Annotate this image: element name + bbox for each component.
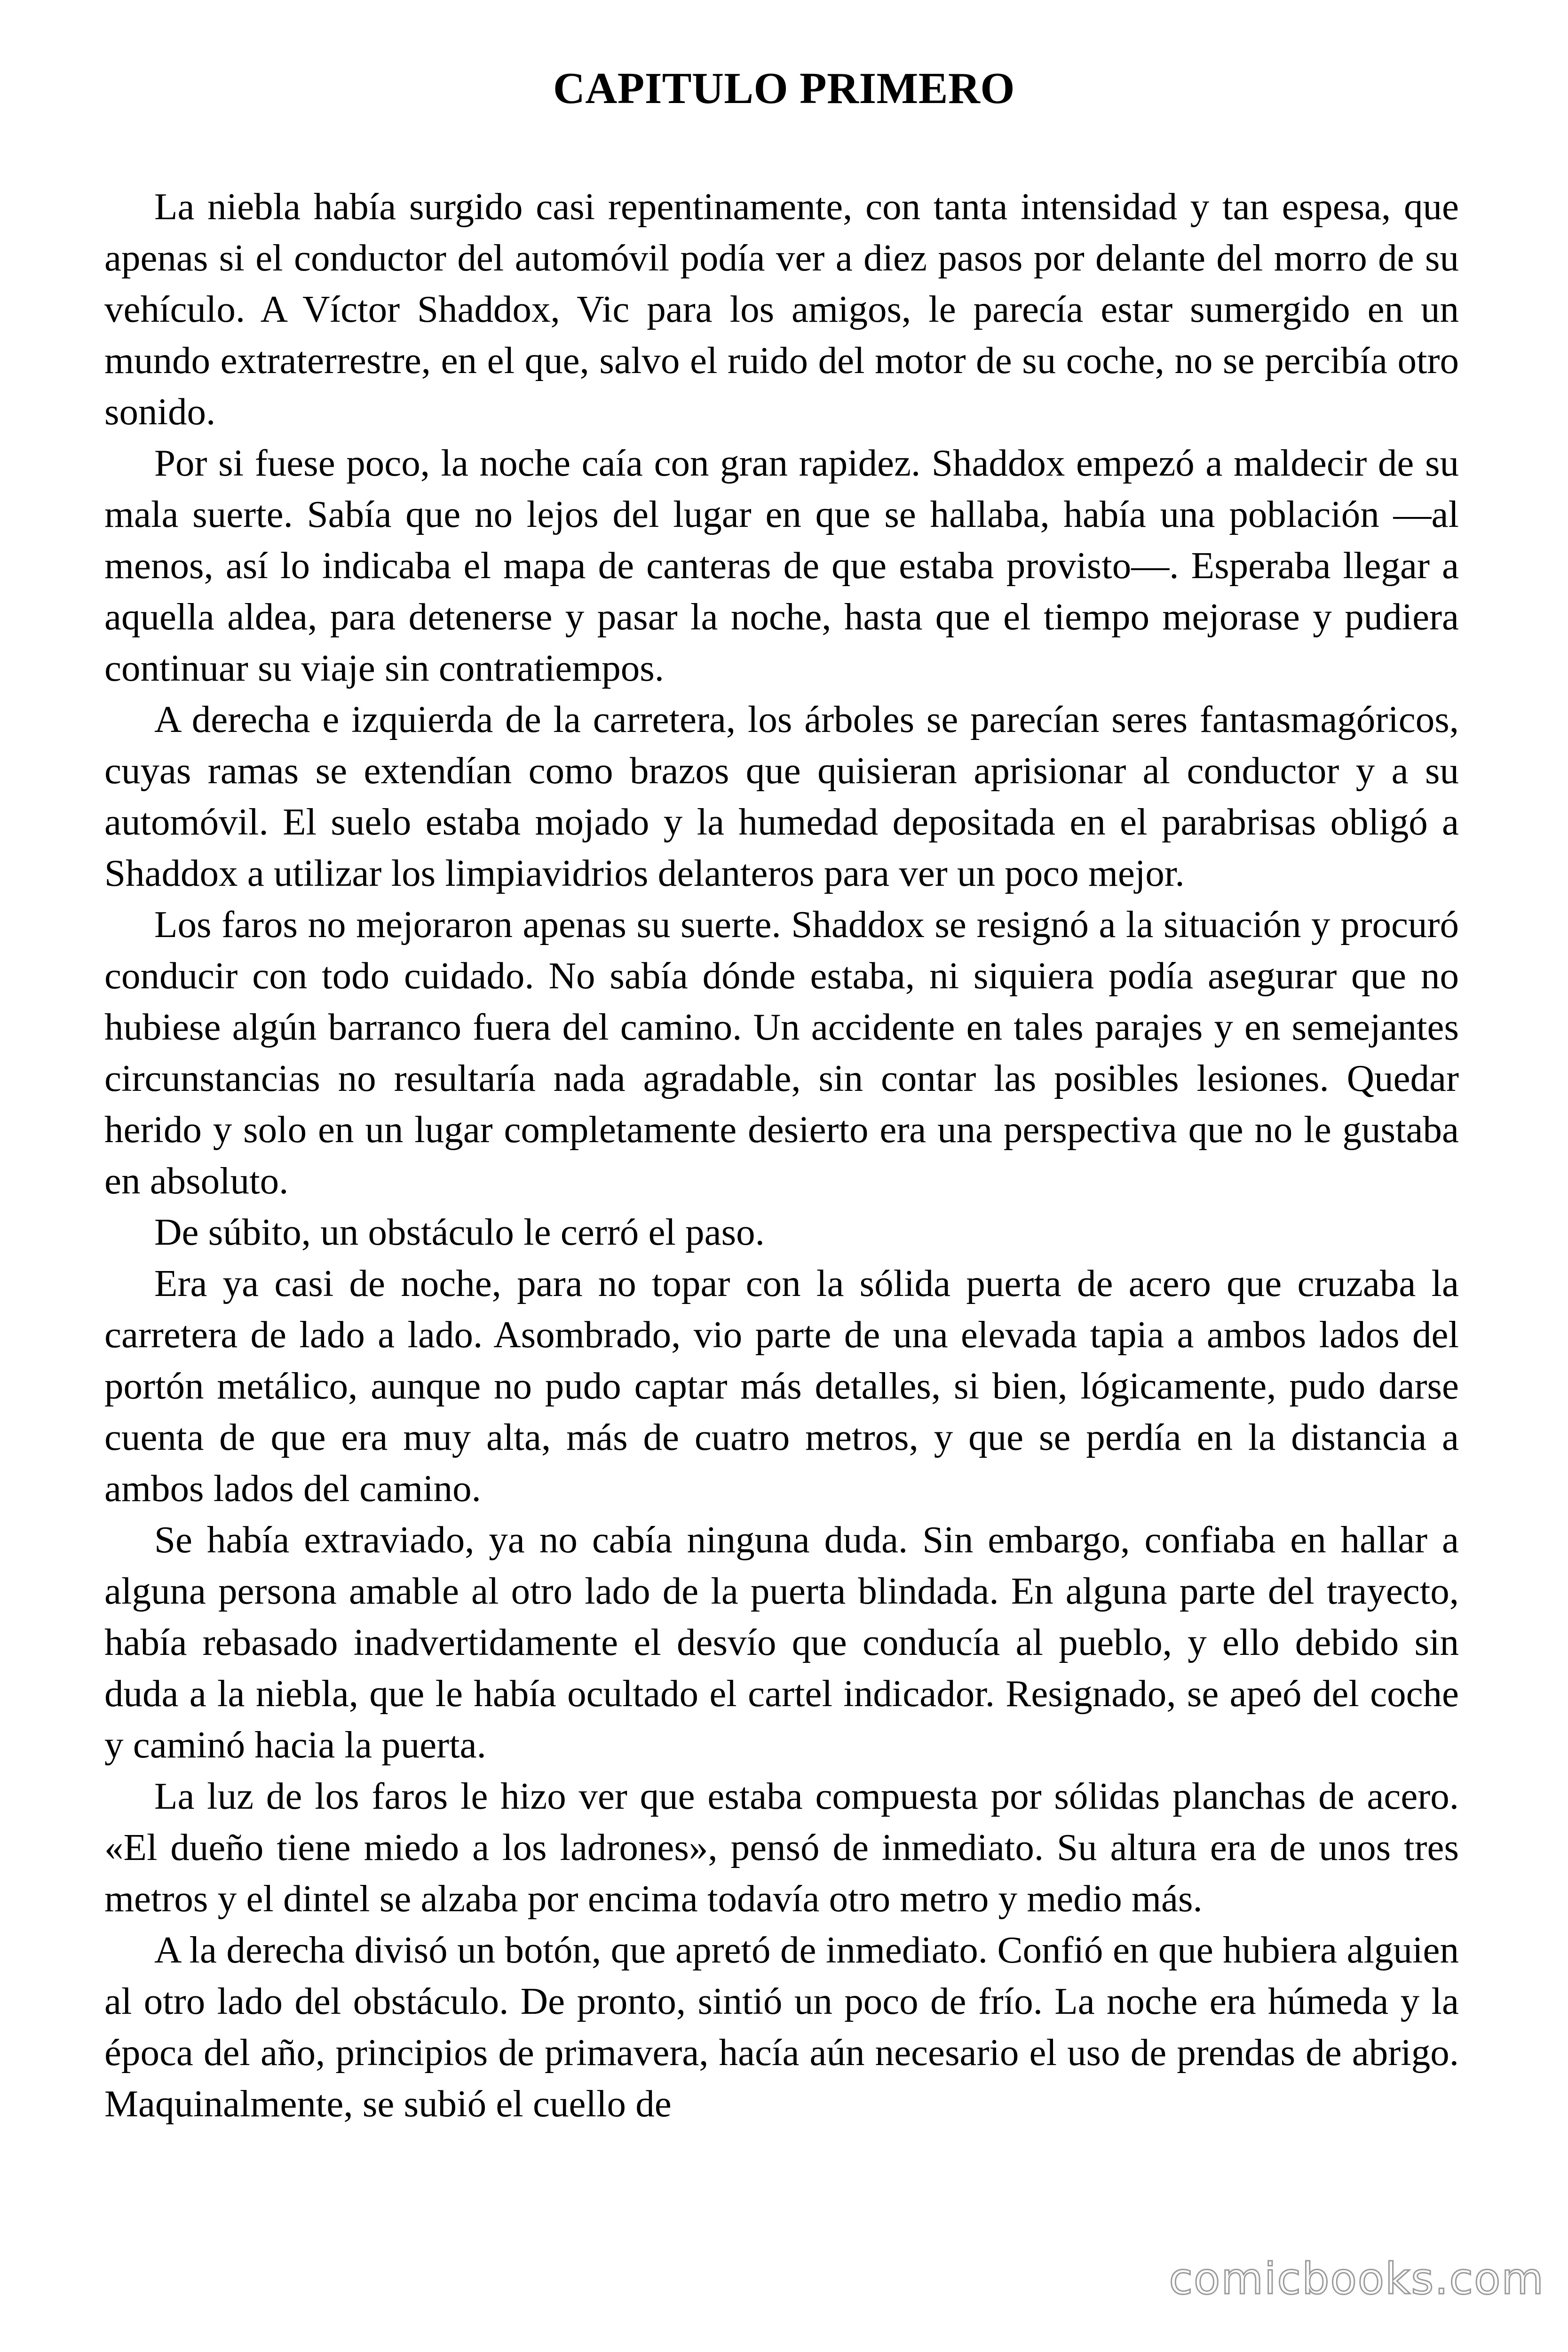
paragraph: Era ya casi de noche, para no topar con la sólida puerta de acero que cruzaba la carretera de lado a lado. Asombrado, vio parte de una elevada tapia a ambos lados del portón metálico, aunque no pudo captar más detalles, si bien, lógicamente, pudo darse cuenta de que era muy alta, más de cuatro metros, y que se perdía en la distancia a ambos lados del camino. <box>104 1262 1459 1510</box>
paragraph: Por si fuese poco, la noche caía con gran rapidez. Shaddox empezó a maldecir de su mala suerte. Sabía que no lejos del lugar en que se hallaba, había una población —al menos, así lo indicaba el mapa de canteras de que estaba provisto—. Esperaba llegar a aquella aldea, para detenerse y pasar la noche, hasta que el tiempo mejorase y pudiera continuar su viaje sin contratiempos. <box>104 442 1459 689</box>
paragraph: Se había extraviado, ya no cabía ninguna duda. Sin embargo, confiaba en hallar a alguna persona amable al otro lado de la puerta blindada. En alguna parte del trayecto, había rebasado inadvertidamente el desvío que conducía al pueblo, y ello debido sin duda a la niebla, que le había ocultado el cartel indicador. Resignado, se apeó del coche y caminó hacia la puerta. <box>104 1518 1459 1766</box>
paragraph: Los faros no mejoraron apenas su suerte. Shaddox se resignó a la situación y procuró conducir con todo cuidado. No sabía dónde estaba, ni siquiera podía asegurar que no hubiese algún barranco fuera del camino. Un accidente en tales parajes y en semejantes circunstancias no resultaría nada agradable, sin contar las posibles lesiones. Quedar herido y solo en un lugar completamente desierto era una perspectiva que no le gustaba en absoluto. <box>104 903 1459 1202</box>
chapter-body <box>104 181 1459 2130</box>
paragraph: La luz de los faros le hizo ver que estaba compuesta por sólidas planchas de acero. «El dueño tiene miedo a los ladrones», pensó de inmediato. Su altura era de unos tres metros y el dintel se alzaba por encima todavía otro metro y medio más. <box>104 1775 1459 1920</box>
chapter-title: CAPITULO PRIMERO <box>553 64 1015 113</box>
paragraph: A derecha e izquierda de la carretera, los árboles se parecían seres fantasmagóricos, cuyas ramas se extendían como brazos que quisieran aprisionar al conductor y a su automóvil. El suelo estaba mojado y la humedad depositada en el parabrisas obligó a Shaddox a utilizar los limpiavidrios delanteros para ver un poco mejor. <box>104 698 1459 894</box>
watermark: comicbooks.com <box>1169 2254 1544 2304</box>
paragraph: De súbito, un obstáculo le cerró el paso. <box>154 1211 765 1253</box>
paragraph: A la derecha divisó un botón, que apretó de inmediato. Confió en que hubiera alguien al otro lado del obstáculo. De pronto, sintió un poco de frío. La noche era húmeda y la época del año, principios de primavera, hacía aún necesario el uso de prendas de abrigo. Maquinalmente, se subió el cuello de <box>104 1929 1459 2125</box>
paragraph: La niebla había surgido casi repentinamente, con tanta intensidad y tan espesa, que apenas si el conductor del automóvil podía ver a diez pasos por delante del morro de su vehículo. A Víctor Shaddox, Vic para los amigos, le parecía estar sumergido en un mundo extraterrestre, en el que, salvo el ruido del motor de su coche, no se percibía otro sonido. <box>104 185 1459 433</box>
